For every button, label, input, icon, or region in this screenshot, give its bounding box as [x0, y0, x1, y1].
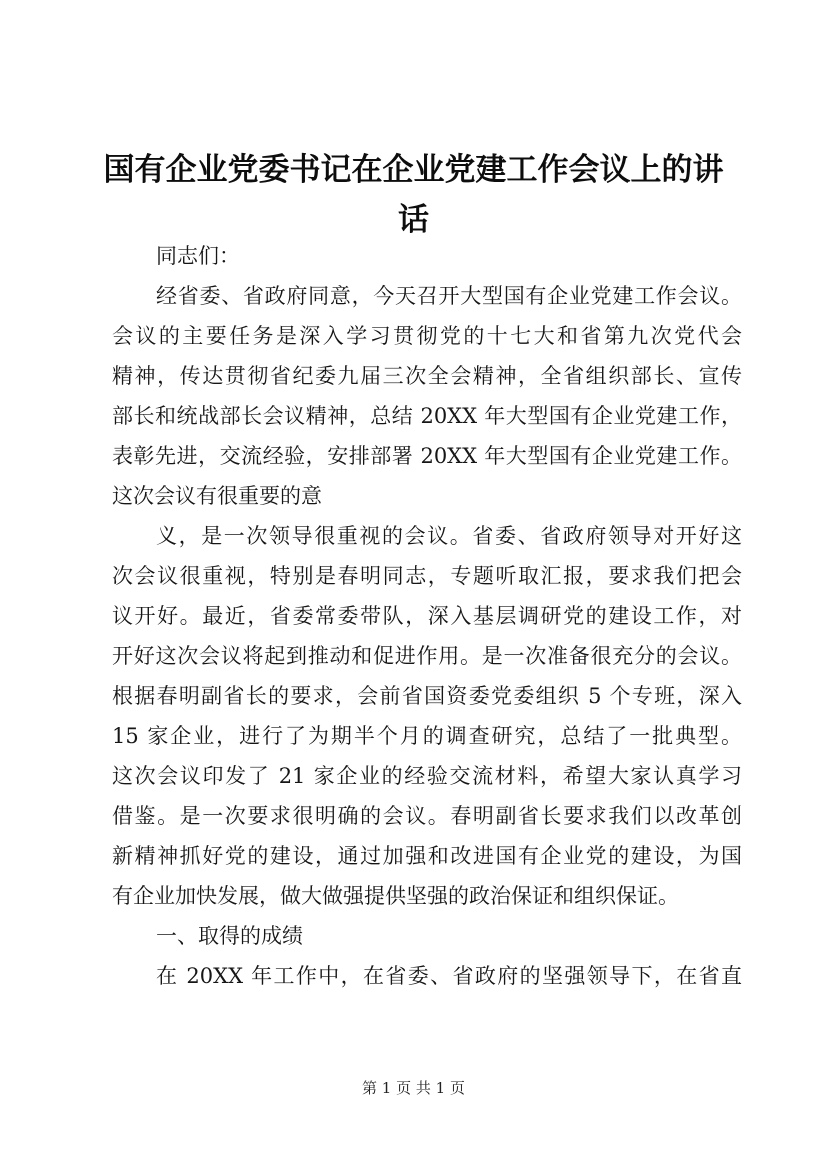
salutation: 同志们：	[156, 244, 240, 268]
paragraph-line: 15 家企业，进行了为期半个月的调查研究，总结了一批典型。	[112, 724, 742, 748]
paragraph-line: 义，是一次领导很重视的会议。省委、省政府领导对开好这	[156, 524, 742, 548]
paragraph-line: 表彰先进，交流经验，安排部署 20XX 年大型国有企业党建工作。	[112, 444, 742, 468]
paragraph-line: 根据春明副省长的要求，会前省国资委党委组织 5 个专班，深入	[112, 684, 742, 708]
paragraph-line: 开好这次会议将起到推动和促进作用。是一次准备很充分的会议。	[112, 644, 742, 668]
paragraph-line: 新精神抓好党的建设，通过加强和改进国有企业党的建设，为国	[112, 844, 742, 868]
paragraph-line: 在 20XX 年工作中，在省委、省政府的坚强领导下，在省直	[156, 964, 742, 988]
paragraph-line: 经省委、省政府同意，今天召开大型国有企业党建工作会议。	[156, 284, 742, 308]
paragraph-line: 部长和统战部长会议精神，总结 20XX 年大型国有企业党建工作，	[112, 404, 742, 428]
paragraph-line: 次会议很重视，特别是春明同志，专题听取汇报，要求我们把会	[112, 564, 742, 588]
paragraph-line: 这次会议有很重要的意	[112, 484, 322, 508]
section-heading: 一、取得的成绩	[156, 924, 303, 948]
paragraph-line: 议开好。最近，省委常委带队，深入基层调研党的建设工作，对	[112, 604, 742, 628]
title-line-2: 话	[398, 202, 429, 238]
page-footer: 第 1 页 共 1 页	[362, 1079, 465, 1097]
paragraph-line: 借鉴。是一次要求很明确的会议。春明副省长要求我们以改革创	[112, 804, 742, 828]
paragraph-line: 有企业加快发展，做大做强提供坚强的政治保证和组织保证。	[112, 884, 679, 908]
paragraph-line: 会议的主要任务是深入学习贯彻党的十七大和省第九次党代会	[112, 324, 742, 348]
title-line-1: 国有企业党委书记在企业党建工作会议上的讲	[103, 152, 724, 188]
paragraph-line: 精神，传达贯彻省纪委九届三次全会精神，全省组织部长、宣传	[112, 364, 742, 388]
document-body	[112, 236, 742, 996]
paragraph-line: 这次会议印发了 21 家企业的经验交流材料，希望大家认真学习	[112, 764, 742, 788]
document-title	[100, 145, 727, 245]
